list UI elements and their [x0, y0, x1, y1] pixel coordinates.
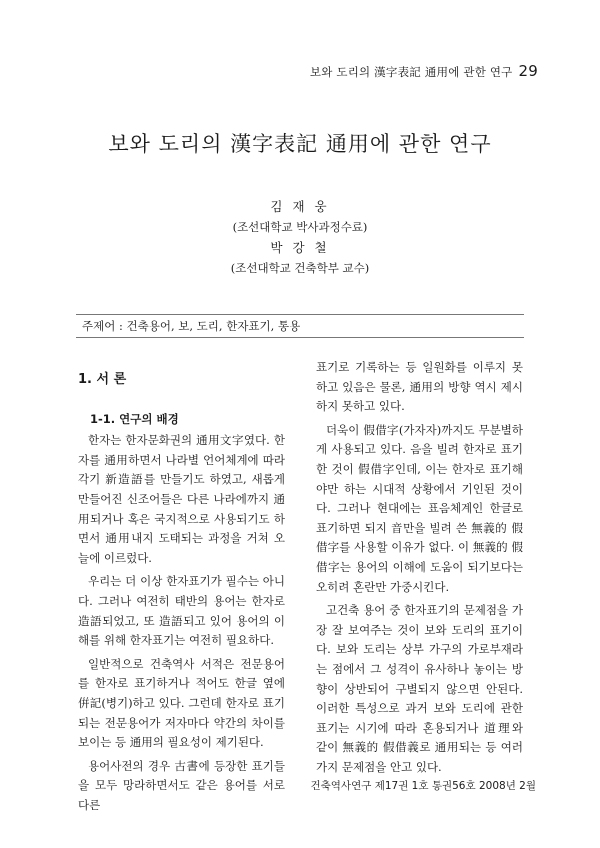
- author-affiliation: (조선대학교 박사과정수료): [232, 220, 368, 234]
- author-name: 김 재 웅: [270, 199, 330, 214]
- author-affiliation: (조선대학교 건축학부 교수): [230, 261, 370, 275]
- section-heading: 1. 서 론: [78, 372, 127, 387]
- left-column: [78, 358, 285, 815]
- author-name: 박 강 철: [270, 240, 330, 255]
- subsection-heading: 1-1. 연구의 배경: [90, 411, 179, 426]
- body-paragraph: 표기로 기록하는 등 일원화를 이루지 못하고 있음은 물론, 通用의 방향 역시 제시하지 못하고 있다.: [316, 360, 523, 414]
- running-title: 보와 도리의 漢字表記 通用에 관한 연구: [309, 65, 513, 79]
- right-column: [316, 358, 523, 777]
- journal-footer: 건축역사연구 제17권 1호 통권56호 2008년 2월: [310, 780, 536, 792]
- author-block: [0, 196, 600, 278]
- paper-title: 보와 도리의 漢字表記 通用에 관한 연구: [108, 132, 492, 156]
- body-paragraph: 일반적으로 건축역사 서적은 전문용어를 한자로 표기하거나 적어도 한글 옆에 倂記(병기)하고 있다. 그런데 한자로 표기되는 전문용어가 저자마다 약간의 차이를 보이는 등 通用의 필요성이 제기된다.: [78, 656, 285, 750]
- running-head: [310, 62, 538, 80]
- body-paragraph: 용어사전의 경우 古書에 등장한 표기들을 모두 망라하면서도 같은 용어를 서로 다른: [78, 758, 285, 812]
- body-paragraph: 더욱이 假借字(가자자)까지도 무분별하게 사용되고 있다. 음을 빌려 한자로 표기한 것이 假借字인데, 이는 한자로 표기해야만 하는 시대적 상황에서 기인된 것이다. 그러나 현대에는 표음체계인 한글로 표기하면 되지 音만을 빌려 쓴 無義的 假借字를 사용할 이유가 없다. 이 無義的 假借字는 용어의 이해에 도움이 되기보다는 오히려 혼란만 가중시킨다.: [316, 422, 523, 594]
- keywords-box: 주제어 : 건축용어, 보, 도리, 한자표기, 통용: [76, 314, 524, 338]
- body-paragraph: 고건축 용어 중 한자표기의 문제점을 가장 잘 보여주는 것이 보와 도리의 표기이다. 보와 도리는 상부 가구의 가로부재라는 점에서 그 성격이 유사하나 놓이는 방향이 상반되어 구별되지 않으면 안된다. 이러한 특성으로 과거 보와 도리에 관한 표기는 시기에 따라 혼용되거나 道理와 같이 無義的 假借義로 通用되는 등 여러 가지 문제점을 안고 있다.: [316, 603, 523, 774]
- page-number: 29: [518, 62, 538, 80]
- body-paragraph: 우리는 더 이상 한자표기가 필수는 아니다. 그러나 여전히 태반의 용어는 한자로 造語되었고, 또 造語되고 있어 용어의 이해를 위해 한자표기는 여전히 필요하다.: [78, 574, 285, 648]
- body-paragraph: 한자는 한자문화권의 通用文字였다. 한자를 通用하면서 나라별 언어체계에 따라 각기 新造語를 만들기도 하였고, 새롭게 만들어진 신조어들은 다른 나라에까지 通用되거나 혹은 국지적으로 사용되기도 하면서 通用내지 도태되는 과정을 거쳐 오늘에 이르렀다.: [78, 433, 285, 565]
